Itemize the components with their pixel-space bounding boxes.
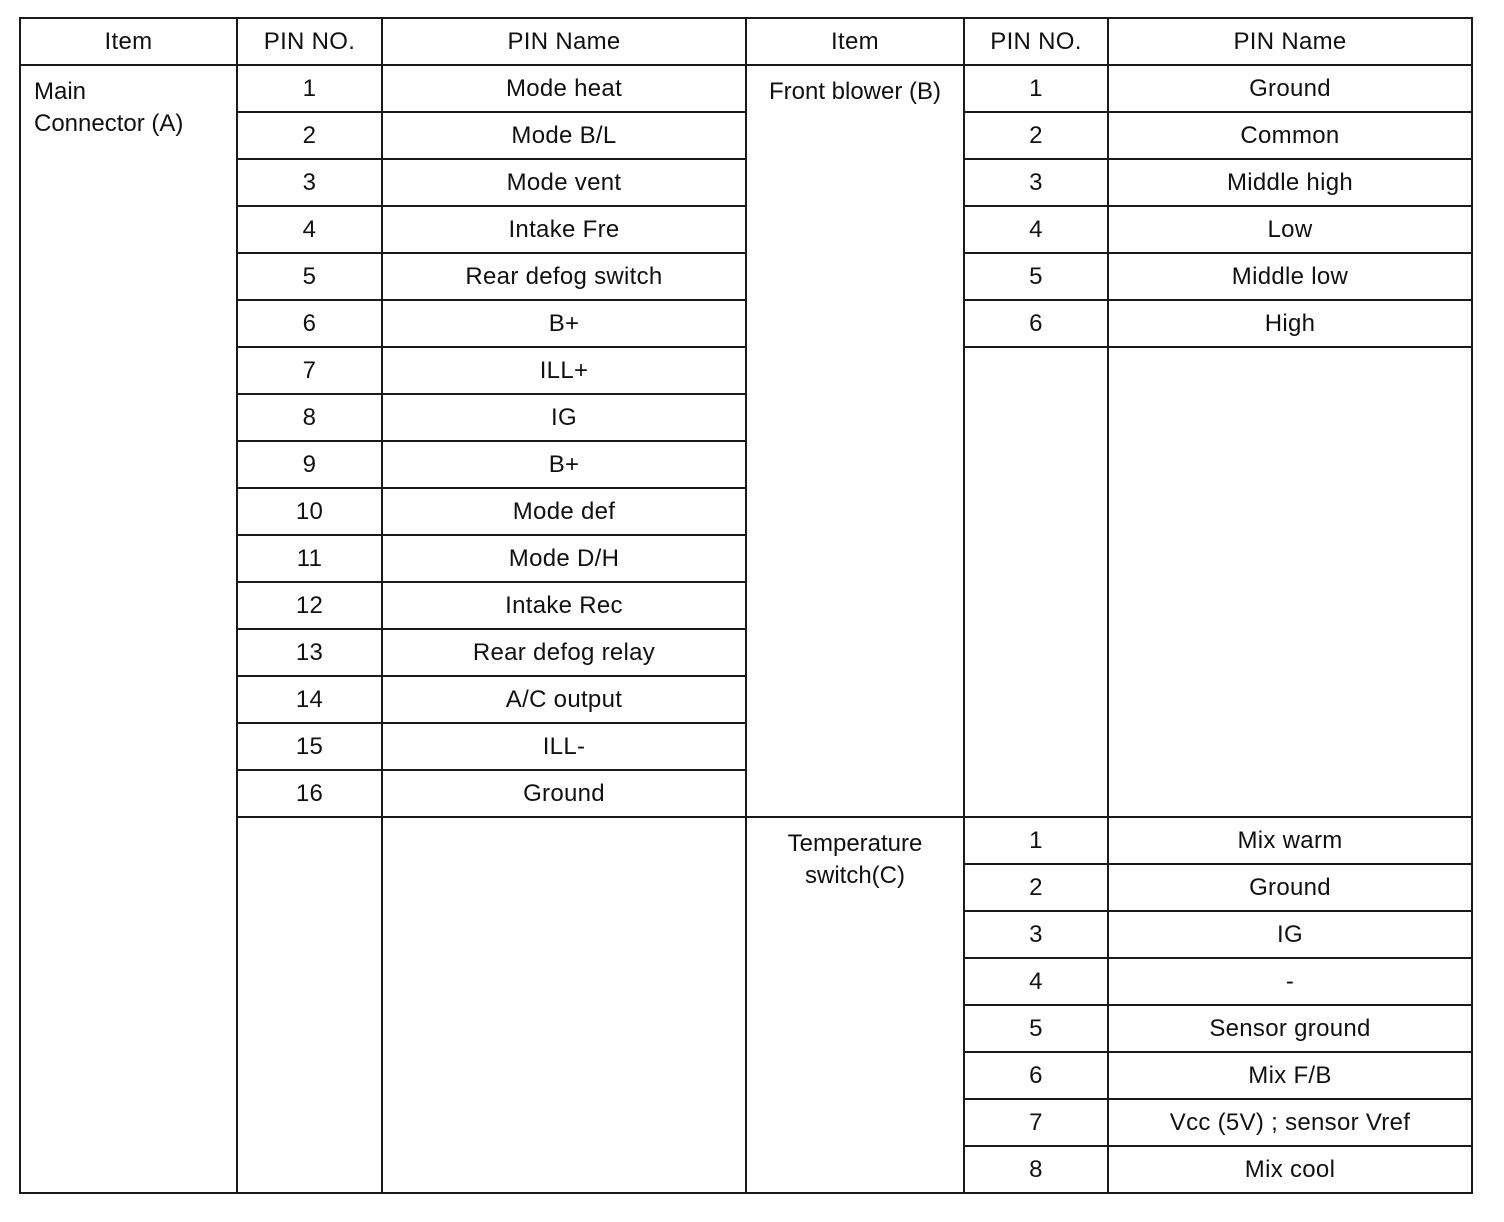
main-pin-no-text: 14: [295, 685, 324, 713]
main-pin-name-text: Intake Rec: [505, 591, 623, 619]
blower-pin-no: [964, 159, 1108, 206]
main-pin-no: [237, 253, 382, 300]
blower-pin-name-text: Middle low: [1231, 262, 1349, 290]
main-connector-item: [20, 65, 237, 1193]
main-pin-name-text: Rear defog switch: [465, 262, 663, 290]
main-pin-no: [237, 394, 382, 441]
main-pin-name-text: Mode D/H: [508, 544, 620, 572]
main-pin-no-text: 15: [295, 732, 324, 760]
main-pin-no: [237, 629, 382, 676]
main-pin-no-empty: [237, 817, 382, 1193]
blower-pin-name-text: Middle high: [1226, 168, 1354, 196]
temp-pin-no: [964, 958, 1108, 1005]
pin-assignment-table: [19, 17, 1473, 1194]
blower-pin-no-text: 5: [1029, 262, 1043, 290]
front-blower-item-line-1: Front blower (B): [768, 78, 942, 105]
blower-pin-no-text: 3: [1029, 168, 1043, 196]
blower-pin-name: [1108, 206, 1472, 253]
table-body: [20, 65, 1472, 1193]
main-pin-name: [382, 676, 746, 723]
main-pin-no-text: 13: [295, 638, 324, 666]
temp-pin-no: [964, 1146, 1108, 1193]
temp-pin-name-text: Mix warm: [1237, 826, 1343, 854]
header-pin-no-right: PIN NO.: [964, 18, 1108, 65]
temp-pin-no: [964, 1005, 1108, 1052]
temp-pin-name: [1108, 1052, 1472, 1099]
main-pin-no-text: 4: [302, 215, 317, 243]
temp-pin-no-text: 6: [1029, 1061, 1043, 1089]
temp-pin-no-text: 4: [1029, 967, 1043, 995]
main-pin-no: [237, 723, 382, 770]
main-pin-no: [237, 300, 382, 347]
temp-pin-name: [1108, 911, 1472, 958]
main-pin-name: [382, 582, 746, 629]
main-pin-no: [237, 347, 382, 394]
blower-pin-name: [1108, 112, 1472, 159]
blower-pin-no: [964, 253, 1108, 300]
blower-pin-name-text: High: [1264, 309, 1316, 337]
blower-pin-name: [1108, 300, 1472, 347]
main-pin-name-text: Mode B/L: [511, 121, 617, 149]
blower-pin-no-text: 1: [1029, 74, 1043, 102]
main-pin-no-text: 1: [302, 74, 317, 102]
main-pin-name: [382, 65, 746, 112]
main-pin-name: [382, 394, 746, 441]
main-pin-no-text: 16: [295, 779, 324, 807]
temp-pin-name: [1108, 817, 1472, 864]
main-pin-no-text: 9: [302, 450, 317, 478]
blower-pin-no-text: 2: [1029, 121, 1043, 149]
temp-pin-name-text: Mix cool: [1244, 1155, 1336, 1183]
main-pin-name-text: ILL+: [539, 356, 589, 384]
main-pin-no: [237, 535, 382, 582]
main-pin-no: [237, 65, 382, 112]
main-pin-no-text: 2: [302, 121, 317, 149]
main-pin-no: [237, 488, 382, 535]
temp-pin-no: [964, 1052, 1108, 1099]
blower-pin-name-text: Common: [1240, 121, 1340, 149]
temperature-switch-item-line-2: switch(C): [805, 862, 905, 889]
blower-pin-name-text: Low: [1267, 215, 1313, 243]
main-pin-name-text: Mode vent: [506, 168, 622, 196]
temp-pin-name-text: Ground: [1249, 873, 1331, 901]
main-pin-name: [382, 488, 746, 535]
blower-pin-name: [1108, 253, 1472, 300]
blower-pin-name: [1108, 65, 1472, 112]
main-pin-no: [237, 206, 382, 253]
main-pin-name: [382, 723, 746, 770]
temp-pin-no: [964, 864, 1108, 911]
temp-pin-name-text: Vcc (5V) ; sensor Vref: [1169, 1108, 1411, 1136]
temp-pin-no-text: 8: [1029, 1155, 1043, 1183]
temp-pin-name: [1108, 1099, 1472, 1146]
blower-pin-name-text: Ground: [1249, 74, 1331, 102]
main-pin-name-text: Intake Fre: [508, 215, 620, 243]
blower-pin-name: [1108, 159, 1472, 206]
header-item-right: Item: [746, 18, 964, 65]
blower-pin-no: [964, 65, 1108, 112]
main-pin-name: [382, 629, 746, 676]
header-item-left: Item: [20, 18, 237, 65]
main-pin-name: [382, 535, 746, 582]
temp-pin-no: [964, 1099, 1108, 1146]
main-pin-name-text: Mode heat: [505, 74, 623, 102]
main-pin-no: [237, 582, 382, 629]
main-pin-no-text: 11: [296, 544, 323, 572]
main-pin-no: [237, 159, 382, 206]
main-pin-name-text: Mode def: [512, 497, 616, 525]
temp-pin-name: [1108, 958, 1472, 1005]
main-pin-name: [382, 441, 746, 488]
header-pin-name-right: PIN Name: [1108, 18, 1472, 65]
main-pin-name-text: Rear defog relay: [472, 638, 656, 666]
temp-pin-no-text: 2: [1029, 873, 1043, 901]
header-pin-name-left: PIN Name: [382, 18, 746, 65]
main-pin-name: [382, 347, 746, 394]
table-row: [20, 65, 1472, 112]
main-pin-no: [237, 770, 382, 817]
main-pin-name: [382, 206, 746, 253]
temp-pin-name-text: IG: [1277, 920, 1303, 948]
blower-pin-no: [964, 300, 1108, 347]
temp-pin-name: [1108, 1146, 1472, 1193]
temp-pin-name: [1108, 1005, 1472, 1052]
main-pin-no: [237, 676, 382, 723]
main-pin-name-text: B+: [548, 309, 580, 337]
main-pin-name: [382, 159, 746, 206]
blower-pin-no: [964, 112, 1108, 159]
main-pin-name-text: Ground: [523, 779, 605, 807]
main-pin-no-text: 12: [295, 591, 324, 619]
temp-pin-no: [964, 817, 1108, 864]
main-pin-no-text: 6: [302, 309, 317, 337]
table-row: [20, 817, 1472, 864]
main-pin-name: [382, 253, 746, 300]
blower-pin-no-empty: [964, 347, 1108, 817]
main-pin-no-text: 8: [302, 403, 317, 431]
main-pin-no-text: 5: [302, 262, 317, 290]
main-pin-no: [237, 441, 382, 488]
temp-pin-no-text: 3: [1029, 920, 1043, 948]
main-pin-name: [382, 300, 746, 347]
temp-pin-name: [1108, 864, 1472, 911]
temp-pin-no-text: 7: [1029, 1108, 1043, 1136]
main-pin-name-empty: [382, 817, 746, 1193]
main-pin-no-text: 7: [302, 356, 317, 384]
header-row: [20, 18, 1472, 65]
temp-pin-no-text: 1: [1029, 826, 1043, 854]
temp-pin-name-text: Sensor ground: [1209, 1014, 1371, 1042]
header-pin-no-left: PIN NO.: [237, 18, 382, 65]
blower-pin-no: [964, 206, 1108, 253]
main-pin-name-text: A/C output: [505, 685, 623, 713]
main-pin-no: [237, 112, 382, 159]
main-pin-name: [382, 770, 746, 817]
main-pin-name-text: ILL-: [542, 732, 586, 760]
blower-pin-no-text: 6: [1029, 309, 1043, 337]
front-blower-item: [746, 65, 964, 817]
temp-pin-name-text: -: [1285, 967, 1295, 995]
main-pin-name-text: B+: [548, 450, 580, 478]
main-pin-no-text: 10: [295, 497, 324, 525]
temp-pin-name-text: Mix F/B: [1248, 1061, 1332, 1089]
temp-pin-no-text: 5: [1029, 1014, 1043, 1042]
main-connector-item-line-1: Main: [34, 78, 87, 105]
temperature-switch-item-line-1: Temperature: [787, 830, 923, 857]
temp-pin-no: [964, 911, 1108, 958]
temperature-switch-item: [746, 817, 964, 1193]
main-connector-item-line-2: Connector (A): [34, 110, 184, 137]
main-pin-no-text: 3: [302, 168, 317, 196]
main-pin-name: [382, 112, 746, 159]
blower-pin-name-empty: [1108, 347, 1472, 817]
main-pin-name-text: IG: [551, 403, 577, 431]
blower-pin-no-text: 4: [1029, 215, 1043, 243]
